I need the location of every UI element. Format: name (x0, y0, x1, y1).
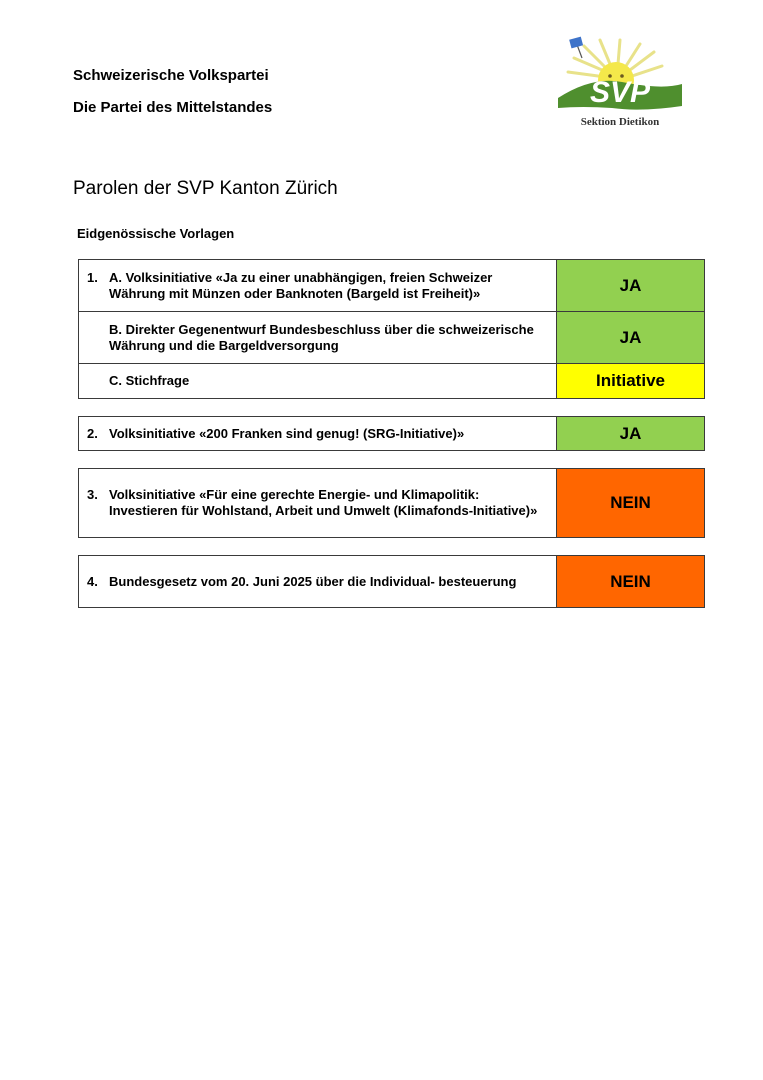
question-text: C. Stichfrage (109, 373, 190, 388)
vote-table-2 (78, 416, 705, 451)
recommendation-cell: Initiative (557, 364, 705, 399)
recommendation-cell: JA (557, 417, 705, 451)
org-tagline: Die Partei des Mittelstandes (73, 99, 273, 116)
svp-logo (552, 36, 688, 134)
vote-table-1 (78, 259, 705, 399)
section-title: Eidgenössische Vorlagen (77, 226, 235, 241)
question-number (87, 373, 109, 389)
page-title: Parolen der SVP Kanton Zürich (73, 178, 338, 199)
table-row (79, 364, 705, 399)
question-text: Volksinitiative «200 Franken sind genug! (SRG-Initiative)» (109, 425, 465, 441)
question-cell (79, 312, 557, 364)
question-number: 3. (87, 487, 98, 502)
question-cell (79, 417, 557, 451)
logo-section-label: Sektion Dietikon (580, 116, 660, 128)
question-text: Bundesgesetz vom 20. Juni 2025 über die Individual- besteuerung (109, 573, 517, 589)
table-row (79, 556, 705, 608)
table-row (79, 469, 705, 538)
question-text: B. Direkter Gegenentwurf Bundesbeschluss über die schweizerische Währung und die Bargeldversorgung (109, 321, 534, 353)
recommendation-cell: JA (557, 312, 705, 364)
org-name: Schweizerische Volkspartei (73, 67, 269, 84)
table-row (79, 417, 705, 451)
vote-table-4 (78, 555, 705, 608)
question-cell (79, 260, 557, 312)
vote-table-3 (78, 468, 705, 538)
recommendation-cell: JA (557, 260, 705, 312)
svg-text:SVP: SVP (589, 76, 651, 109)
table-row (79, 312, 705, 364)
question-number: 2. (87, 425, 98, 441)
question-cell (79, 556, 557, 608)
question-text: A. Volksinitiative «Ja zu einer unabhängigen, freien Schweizer Währung mit Münzen oder Banknoten (Bargeld ist Freiheit)» (109, 269, 493, 301)
question-number (87, 322, 109, 354)
recommendation-cell: NEIN (557, 469, 705, 538)
question-cell (79, 469, 557, 538)
question-cell (79, 364, 557, 399)
question-number: 4. (87, 573, 98, 589)
recommendation-cell: NEIN (557, 556, 705, 608)
question-number: 1. (87, 269, 98, 285)
table-row (79, 260, 705, 312)
question-text: Volksinitiative «Für eine gerechte Energie- und Klimapolitik: Investieren für Wohlstand, Arbeit und Umwelt (Klimafonds-Initiative)» (109, 487, 538, 518)
sun-logo-icon (552, 36, 688, 116)
